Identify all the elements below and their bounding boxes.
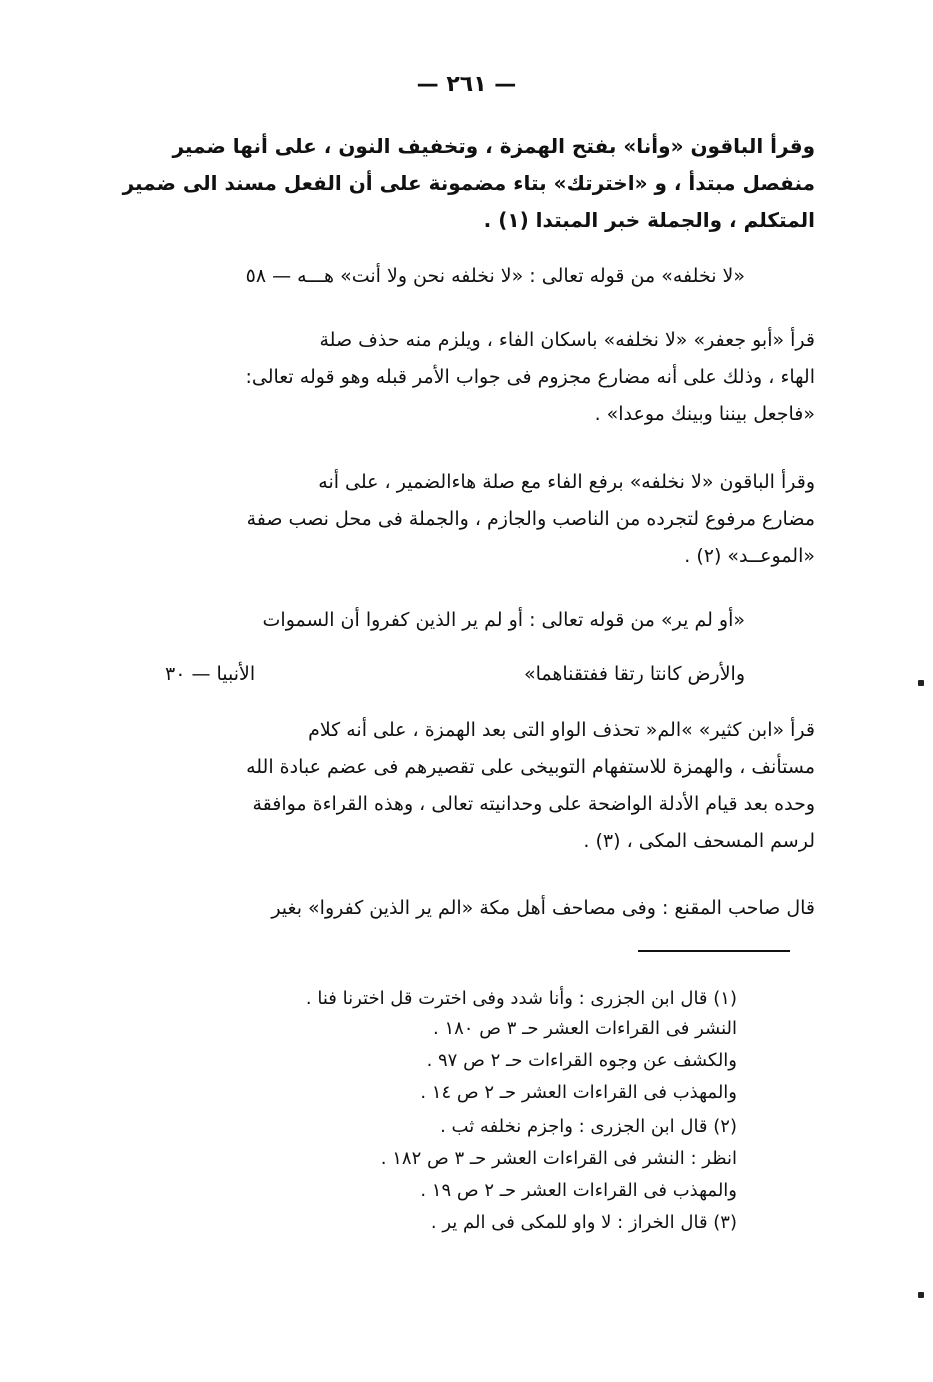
paragraph-line: مضارع مرفوع لتجرده من الناصب والجازم ، والجملة فى محل نصب صفة: [246, 508, 815, 530]
paragraph-line: منفصل مبتدأ ، و «اخترتك» بتاء مضمونة على أن الفعل مسند الى ضمير: [122, 171, 815, 195]
paragraph-line: لرسم المسحف المكى ، (٣) .: [583, 830, 815, 852]
paragraph-line: قرأ «أبو جعفر» «لا نخلفه» باسكان الفاء ، ويلزم منه حذف صلة: [319, 329, 815, 351]
paragraph-line: «فاجعل بيننا وبينك موعدا» .: [594, 403, 815, 425]
paragraph-line: وقرأ الباقون «لا نخلفه» برفع الفاء مع صلة هاءالضمير ، على أنه: [318, 471, 815, 493]
footnote-line: (٣) قال الخراز : لا واو للمكى فى الم ير .: [430, 1212, 737, 1233]
paragraph-line: قرأ «ابن كثير» »الم« تحذف الواو التى بعد الهمزة ، على أنه كلام: [308, 719, 815, 741]
footnote-line: والمهذب فى القراءات العشر حـ ٢ ص ١٤ .: [420, 1082, 737, 1103]
verse-heading-2-line2: [165, 656, 745, 692]
footnote-line: والمهذب فى القراءات العشر حـ ٢ ص ١٩ .: [420, 1180, 737, 1201]
footnote-line: (١) قال ابن الجزرى : وأنا شدد وفى اخترت قل اخترنا فنا .: [305, 988, 737, 1009]
paragraph-line: الهاء ، وذلك على أنه مضارع مجزوم فى جواب الأمر قبله وهو قوله تعالى:: [245, 366, 815, 388]
footnote-line: النشر فى القراءات العشر حـ ٣ ص ١٨٠ .: [433, 1018, 737, 1039]
verse-text: والأرض كانتا رتقا ففتقناهما»: [523, 663, 745, 685]
paragraph-line: قال صاحب المقنع : وفى مصاحف أهل مكة «الم ير الذين كفروا» بغير: [271, 897, 815, 919]
footnote-separator: [638, 950, 790, 952]
paragraph-1: [115, 128, 815, 239]
verse-heading-1: «لا نخلفه» من قوله تعالى : «لا نخلفه نحن ولا أنت» هـــه — ٥٨: [245, 265, 745, 287]
footnote-line: انظر : النشر فى القراءات العشر حـ ٣ ص ١٨٢ .: [380, 1148, 737, 1169]
page-number: — ٢٦١ —: [416, 72, 517, 97]
footnote-line: والكشف عن وجوه القراءات حـ ٢ ص ٩٧ .: [426, 1050, 737, 1071]
paragraph-line: وحده بعد قيام الأدلة الواضحة على وحدانيته تعالى ، وهذه القراءة موافقة: [252, 793, 815, 815]
paragraph-line: «الموعــد» (٢) .: [684, 545, 815, 567]
paragraph-5: [115, 890, 815, 927]
verse-reference: الأنبيا — ٣٠: [165, 663, 256, 685]
paragraph-4: [115, 712, 815, 860]
paragraph-3: [115, 464, 815, 575]
paragraph-line: وقرأ الباقون «وأنا» بفتح الهمزة ، وتخفيف النون ، على أنها ضمير: [172, 134, 815, 158]
paragraph-2: [115, 322, 815, 433]
scan-speck: [918, 1292, 924, 1298]
paragraph-line: المتكلم ، والجملة خبر المبتدا (١) .: [483, 208, 815, 232]
paragraph-line: مستأنف ، والهمزة للاستفهام التوبيخى على تقصيرهم فى عضم عبادة الله: [246, 756, 815, 778]
verse-heading-2: «أو لم ير» من قوله تعالى : أو لم ير الذين كفروا أن السموات: [262, 609, 745, 631]
scan-speck: [918, 680, 924, 686]
footnote-line: (٢) قال ابن الجزرى : واجزم نخلفه ثب .: [440, 1116, 737, 1137]
